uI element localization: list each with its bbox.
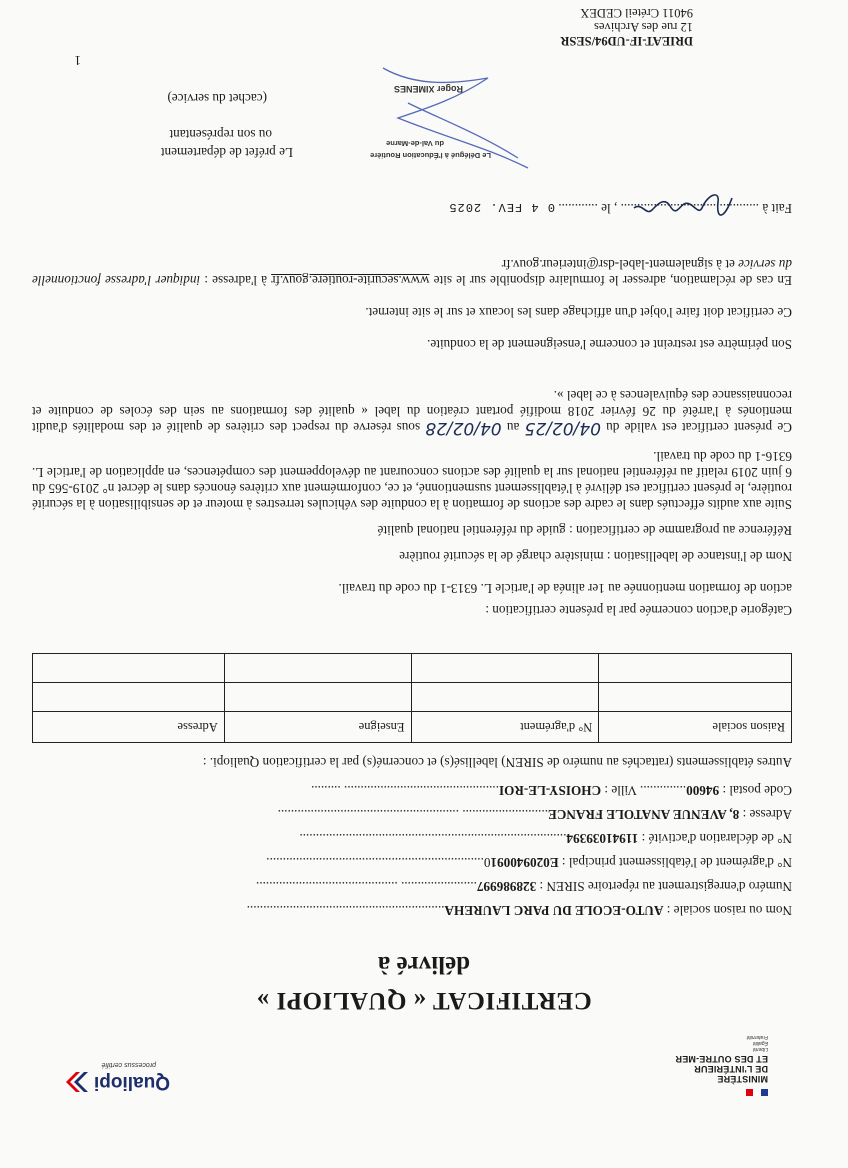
table-header: Adresse	[33, 712, 225, 743]
motto-line: Liberté	[752, 1046, 768, 1052]
instance-text: Nom de l'instance de labellisation : ministère chargé de la sécurité routière	[399, 549, 792, 564]
field-activite-value: 11941039394	[566, 831, 639, 846]
field-name-value: AUTO-ECOLE DU PARC LAUREHA	[444, 903, 664, 918]
ministry-line: ET DES OUTRE-MER	[675, 1054, 768, 1064]
field-agrement: N° d'agrément de l'établissement principal : E0209400910..................................................................	[266, 855, 792, 870]
prefet-line-2: ou son représentant	[169, 127, 272, 142]
table-header: Raison sociale	[599, 712, 792, 743]
field-activite: N° de déclaration d'activité : 11941039394.................................................................................	[299, 831, 792, 846]
qualiopi-wordmark: Qualiopi	[94, 1072, 170, 1093]
table-header: Enseigne	[224, 712, 411, 743]
reclamation-paragraph: En cas de réclamation, adresser le formulaire disponible sur le site www.securite-routiere.gouv.fr à l'adresse : indiquer l'adresse fonctionnelle du service et à signalement-label-dsr@interieur.gouv.fr	[32, 257, 792, 288]
table-cell	[33, 683, 225, 712]
qualiopi-arrows-icon	[64, 1070, 90, 1094]
table-cell	[224, 683, 411, 712]
stamp-signatory: Roger XIMENES	[393, 84, 463, 94]
table-cell	[411, 683, 599, 712]
motto-line: Fraternité	[746, 1034, 768, 1040]
ministry-logo	[675, 1034, 768, 1096]
qualiopi-subtitle: processus certifié	[101, 1061, 156, 1068]
field-agrement-value: E020940091	[490, 855, 559, 870]
table-row	[33, 683, 792, 712]
footer-address-2: 94011 Créteil CEDEX	[580, 6, 693, 20]
table-header: N° d'agrément	[411, 712, 599, 743]
table-cell	[411, 654, 599, 683]
field-adresse-value: 8, AVENUE ANATOLE FRANCE	[547, 807, 740, 822]
date-stamp: 0 4 FEV. 2025	[448, 200, 555, 214]
establishments-table	[32, 653, 792, 743]
affichage-text: Ce certificat doit faire l'objet d'un affichage dans les locaux et sur le site internet.	[365, 305, 792, 320]
audit-paragraph: Suite aux audits effectués dans le cadre des actions de formation à la conduite des véhicules terrestres à moteur et de sensibilisation à la sécurité routière, le présent certificat est délivré à l'établissement susmentionné, et ce, conformément aux critères énoncés dans le décret n° 2019-565 du 6 juin 2019 relatif au référentiel national sur la qualité des actions concourant au développement des compétences, en application de l'article L. 6316-1 du code du travail.	[32, 449, 792, 512]
field-name: Nom ou raison sociale : AUTO-ECOLE DU PARC LAUREHA............................................................	[246, 903, 792, 918]
footer-address-1: 12 rue des Archives	[594, 20, 693, 34]
signature-icon	[368, 48, 548, 178]
motto-line: Égalité	[752, 1040, 768, 1046]
table-cell	[599, 654, 792, 683]
field-siren-value: 328986997	[476, 879, 537, 894]
autres-etablissements-text: Autres établissements (rattachés au numéro de SIREN) labellisé(s) et concerné(s) par la certification Qualiopi. :	[202, 755, 792, 770]
stamp-line-1: Le Délégué à l'Éducation Routière	[370, 151, 491, 160]
ministry-line: MINISTÈRE	[717, 1074, 768, 1084]
table-cell	[224, 654, 411, 683]
securite-routiere-link[interactable]: www.securite-routiere.gouv.fr	[271, 273, 430, 288]
stamp-line-2: du Val-de-Marne	[386, 139, 444, 148]
field-adresse: Adresse : 8, AVENUE ANATOLE FRANCE.......................... .......................................................	[277, 807, 792, 822]
field-code-postal-value: 94600	[686, 783, 720, 798]
fait-a-line: Fait à .......................................... , le ............ 0 4 FEV. 2025	[448, 200, 792, 216]
perimetre-text: Son périmètre est restreint et concerne l'enseignement de la conduite.	[427, 337, 792, 352]
categorie-text: action de formation mentionnée au 1er alinéa de l'article L. 6313-1 du code du travail.	[338, 581, 792, 596]
reference-text: Référence au programme de certification : guide du référentiel national qualité	[377, 523, 792, 538]
page-number: 1	[74, 53, 81, 68]
categorie-label: Catégorie d'action concernée par la présente certification :	[485, 603, 792, 618]
validity-to-date: 04/02/28	[425, 418, 502, 438]
validity-paragraph: Ce présent certificat est valide du 04/02/25 au 04/02/28 sous réserve du respect des critères de qualité et des modalités d'audit mentionés à l'arrêté du 26 février 2018 modifié portant création du label « qualité des formations au sein des écoles de conduite et reconnaissance des équivalences à ce label ».	[32, 388, 792, 438]
city-handwriting-icon	[628, 184, 738, 228]
cachet-du-service: (cachet du service)	[167, 91, 267, 106]
table-cell	[599, 683, 792, 712]
field-ville-value: CHOISY-LE-ROI	[498, 783, 602, 798]
field-code-postal: Code postal : 94600.............. Ville : CHOISY-LE-ROI............................................... .........	[311, 783, 792, 798]
french-flag-icon	[746, 1089, 768, 1096]
validity-from-date: 04/02/25	[524, 418, 601, 438]
certificate-title: CERTIFICAT « QUALIOPI »	[256, 987, 592, 1014]
ministry-line: DE L'INTÉRIEUR	[694, 1064, 768, 1074]
certificate-subtitle: délivré à	[377, 951, 471, 978]
table-header-row	[33, 712, 792, 743]
field-siren: Numéro d'enregistrement au répertoire SIREN : 328986997....................... ...........................................	[255, 879, 792, 894]
table-row	[33, 654, 792, 683]
prefet-line-1: Le préfet de département	[160, 145, 293, 160]
table-cell	[33, 654, 225, 683]
qualiopi-logo	[64, 1070, 170, 1094]
footer-service: DRIEAT-IF-UD94/SESR	[560, 34, 693, 48]
